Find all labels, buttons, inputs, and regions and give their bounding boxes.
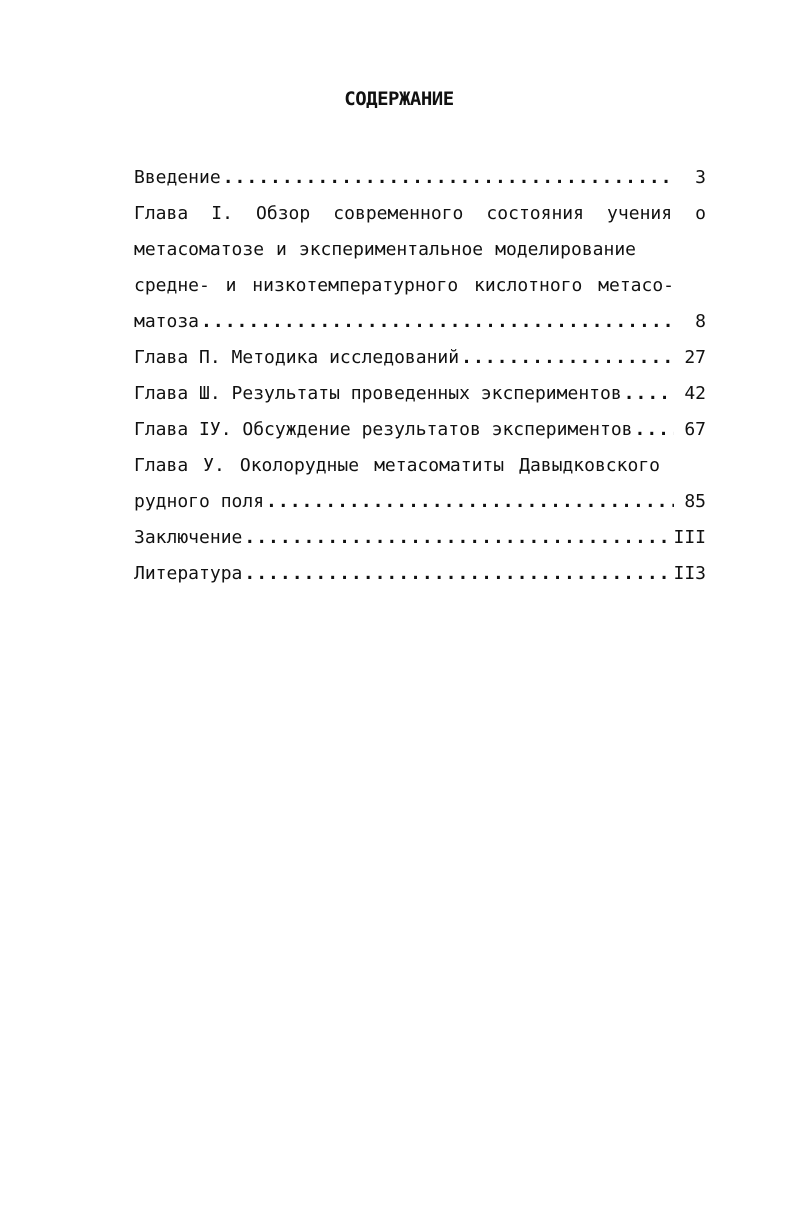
toc-entry-conclusion: [134, 520, 706, 556]
toc-entry-chapter-5: [134, 448, 706, 520]
toc-page-number: 27: [684, 347, 706, 368]
dot-leader: [244, 520, 669, 556]
toc-entry-text: метасоматозе и экспериментальное моделирование: [134, 239, 636, 260]
toc-entry-text: Глава У. Околорудные метасоматиты Давыдковского: [134, 455, 660, 476]
toc-entry-text: Глава I. Обзор современного состояния учения о: [134, 203, 706, 224]
toc-entry-chapter-4: [134, 412, 706, 448]
toc-entry-references: [134, 556, 706, 592]
toc-entry-text: Глава Ш. Результаты проведенных экспериментов: [134, 383, 622, 404]
toc-page-number: 85: [684, 491, 706, 512]
dot-leader: [223, 160, 674, 196]
toc-entry-chapter-1: [134, 196, 706, 340]
toc-entry-text: матоза: [134, 311, 200, 332]
toc-entry-introduction: [134, 160, 706, 196]
dot-leader: [635, 412, 675, 448]
toc-entry-text: Глава IУ. Обсуждение результатов экспериментов: [134, 419, 633, 440]
toc-entry-text: рудного поля: [134, 491, 265, 512]
toc-entry-chapter-2: [134, 340, 706, 376]
document-title: СОДЕРЖАНИЕ: [344, 88, 454, 110]
toc-entry-text: Глава П. Методика исследований: [134, 347, 460, 368]
toc-entry-text: Введение: [134, 167, 221, 188]
toc-page-number: 3: [695, 167, 706, 188]
toc-entry-text: средне- и низкотемпературного кислотного метасо-: [134, 275, 674, 296]
toc-page-number: II3: [673, 563, 706, 584]
dot-leader: [624, 376, 674, 412]
toc-page-number: 42: [684, 383, 706, 404]
dot-leader: [244, 556, 669, 592]
toc-entry-chapter-3: [134, 376, 706, 412]
dot-leader: [461, 340, 674, 376]
dot-leader: [266, 484, 674, 520]
toc-page-number: 67: [684, 419, 706, 440]
toc-entry-text: Заключение: [134, 527, 243, 548]
toc-page-number: 8: [695, 311, 706, 332]
dot-leader: [201, 304, 674, 340]
toc-entry-text: Литература: [134, 563, 243, 584]
table-of-contents: [134, 160, 706, 592]
toc-page-number: III: [673, 527, 706, 548]
